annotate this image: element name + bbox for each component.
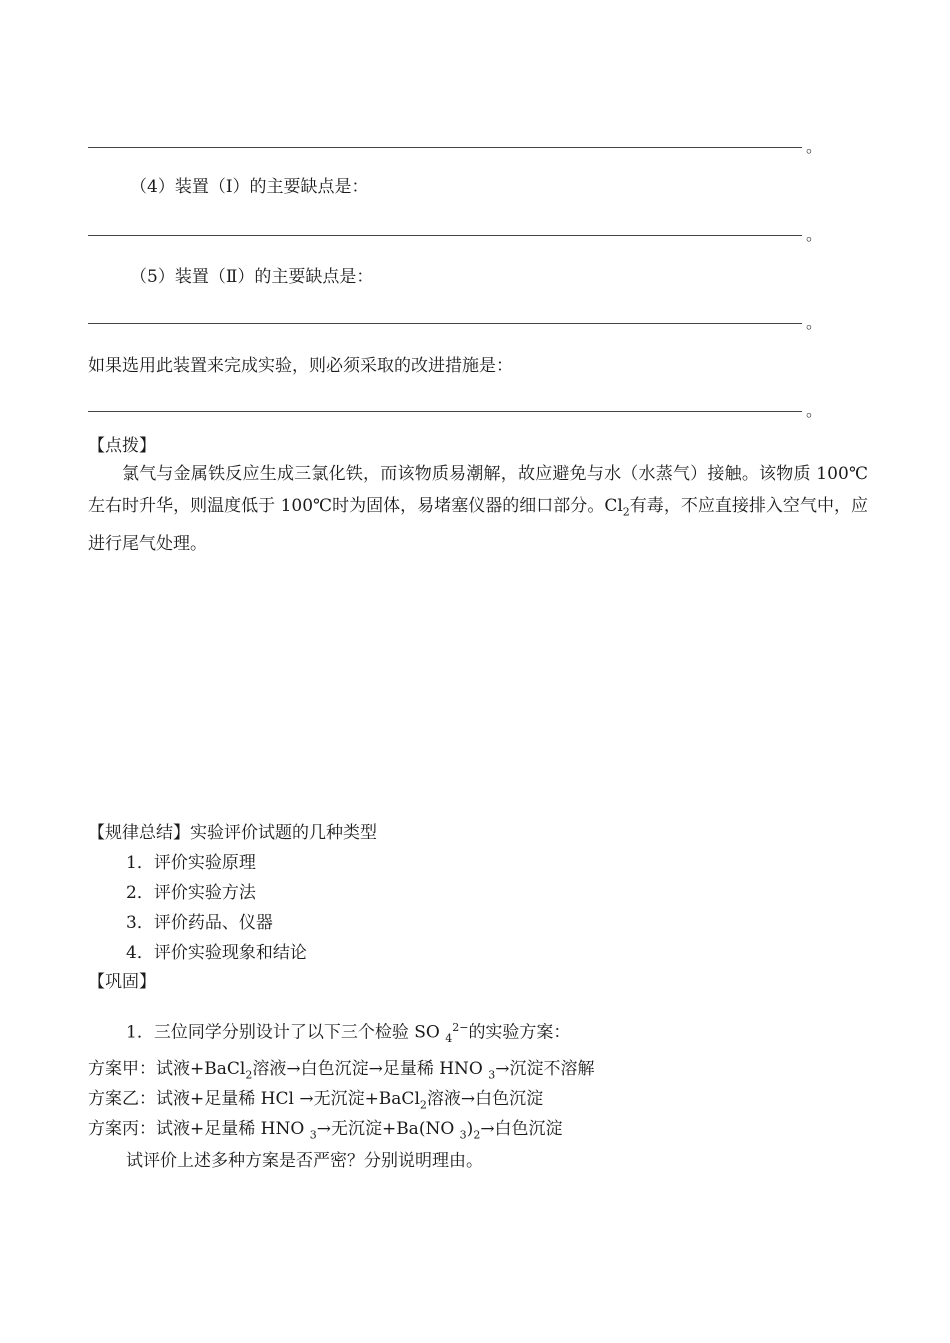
consolidate-heading: 【巩固】	[88, 972, 156, 992]
plan-a-text: 溶液→白色沉淀→足量稀 HNO	[252, 1059, 489, 1079]
answer-line	[88, 401, 823, 422]
answer-underline	[88, 235, 802, 236]
plan-c-subscript: 3	[459, 1128, 467, 1142]
period-mark: 。	[806, 313, 823, 332]
summary-item: 1．评价实验原理	[126, 853, 256, 873]
evaluation-question: 试评价上述多种方案是否严密？分别说明理由。	[126, 1151, 483, 1171]
question-4: （4）装置（Ⅰ）的主要缺点是：	[130, 177, 369, 197]
consolidate-question-1	[126, 1017, 570, 1050]
plan-a	[88, 1058, 595, 1086]
plan-a-subscript: 2	[245, 1068, 253, 1082]
plan-c-subscript: 3	[309, 1128, 317, 1142]
hint-heading: 【点拨】	[88, 436, 156, 456]
summary-item: 3．评价药品、仪器	[126, 913, 273, 933]
hint-text-b: 有毒，不应直接排入空气中，应进行尾气处理。	[88, 496, 868, 555]
answer-underline	[88, 147, 802, 148]
q1-superscript: 2−	[452, 1021, 469, 1034]
answer-underline	[88, 323, 802, 324]
plan-c-text: →白色沉淀	[480, 1119, 563, 1139]
plan-a-text: 方案甲：试液+BaCl	[88, 1059, 246, 1079]
question-5: （5）装置（Ⅱ）的主要缺点是：	[130, 267, 374, 287]
period-mark: 。	[806, 225, 823, 244]
plan-c-subscript: 2	[473, 1128, 481, 1142]
summary-item: 2．评价实验方法	[126, 883, 256, 903]
answer-underline	[88, 411, 802, 412]
hint-paragraph	[88, 458, 868, 560]
answer-line	[88, 313, 823, 334]
summary-item: 4．评价实验现象和结论	[126, 943, 307, 963]
answer-line	[88, 225, 823, 246]
plan-b	[88, 1088, 543, 1116]
period-mark: 。	[806, 401, 823, 420]
hint-text-a: 氯气与金属铁反应生成三氯化铁，而该物质易潮解，故应避免与水（水蒸气）接触。该物质 100℃左右时升华，则温度低于 100℃时为固体，易堵塞仪器的细口部分。Cl	[88, 464, 868, 516]
summary-heading: 【规律总结】实验评价试题的几种类型	[88, 823, 377, 843]
plan-c-text: 方案丙：试液+足量稀 HNO	[88, 1119, 310, 1139]
plan-a-text: →沉淀不溶解	[495, 1059, 595, 1079]
plan-b-subscript: 2	[419, 1098, 427, 1112]
plan-a-subscript: 3	[488, 1068, 496, 1082]
improvement-question: 如果选用此装置来完成实验，则必须采取的改进措施是：	[88, 356, 513, 376]
plan-c-text: →无沉淀+Ba(NO	[316, 1119, 460, 1139]
q1-text-b: 的实验方案：	[468, 1022, 571, 1043]
plan-c	[88, 1118, 563, 1146]
hint-subscript: 2	[622, 505, 630, 519]
q1-subscript: 4	[445, 1032, 453, 1046]
answer-line	[88, 137, 823, 158]
period-mark: 。	[806, 137, 823, 156]
plan-b-text: 溶液→白色沉淀	[426, 1089, 544, 1109]
plan-c-text: )	[466, 1119, 474, 1139]
plan-b-text: 方案乙：试液+足量稀 HCl →无沉淀+BaCl	[88, 1089, 420, 1109]
q1-text-a: 1．三位同学分别设计了以下三个检验 SO	[126, 1022, 446, 1043]
